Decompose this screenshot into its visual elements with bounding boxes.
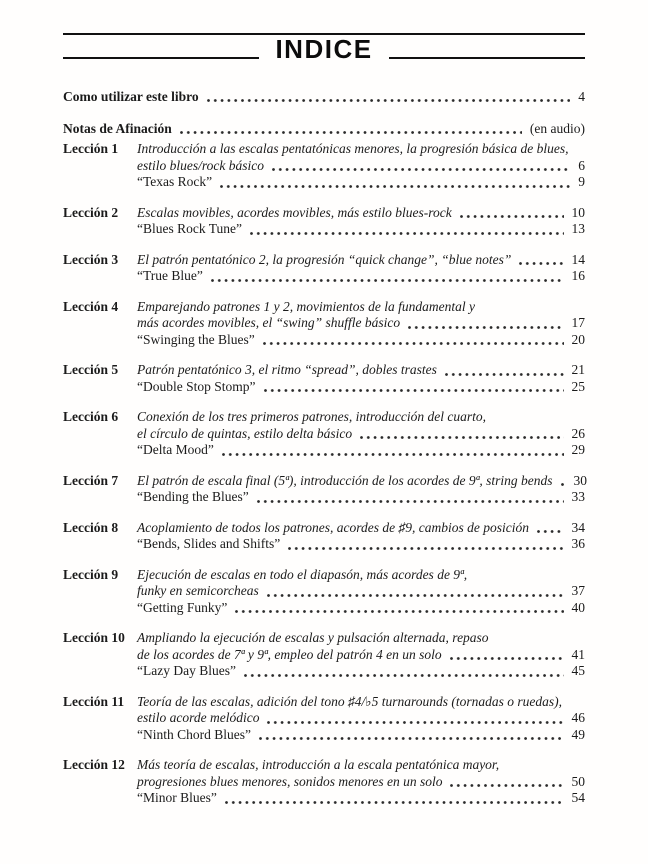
lesson-label: Lección 11: [63, 693, 125, 709]
lesson-content: [137, 299, 585, 349]
page-number: 16: [571, 268, 585, 283]
song-title: “Getting Funky”: [137, 599, 228, 615]
toc-line: [137, 520, 585, 537]
page-number: 40: [571, 599, 585, 615]
lesson-entry: [63, 472, 588, 506]
page-number: 17: [571, 315, 585, 330]
page-number: 50: [571, 773, 585, 789]
lesson-description-line: más acordes movibles, el “swing” shuffle básico: [137, 315, 401, 330]
toc-line: [137, 774, 585, 791]
lesson-description-line: Escalas movibles, acordes movibles, más estilo blues-rock: [137, 204, 452, 220]
page-number: 36: [571, 536, 585, 551]
lesson-description-line: funky en semicorcheas: [137, 583, 259, 598]
page-number: 49: [571, 726, 585, 742]
toc-line: [137, 252, 585, 269]
lesson-description-line: Ampliando la ejecución de escalas y pulsación alternada, repaso: [137, 630, 489, 645]
lesson-entry: [63, 409, 585, 459]
lesson-description-line: El patrón pentatónico 2, la progresión “quick change”, “blue notes”: [137, 251, 512, 267]
song-title: “Ninth Chord Blues”: [137, 726, 251, 742]
page-number: 13: [571, 221, 585, 236]
lesson-description-line: Más teoría de escalas, introducción a la escala pentatónica mayor,: [137, 757, 500, 772]
lesson-description-line: el círculo de quintas, estilo delta básico: [137, 425, 353, 441]
song-title: “Blues Rock Tune”: [137, 221, 243, 236]
lesson-entry: [63, 141, 585, 191]
lesson-entry: [63, 205, 585, 238]
title-row: [63, 36, 585, 63]
toc-line: [137, 442, 585, 459]
lesson-description-line: Emparejando patrones 1 y 2, movimientos de la fundamental y: [137, 298, 475, 314]
page-number: 41: [571, 646, 585, 662]
toc-line: [63, 120, 585, 137]
toc-line: [63, 88, 585, 105]
toc-line: [137, 315, 585, 332]
song-title: “Texas Rock”: [137, 174, 213, 189]
lesson-content: [137, 694, 585, 744]
page-number: 54: [571, 790, 585, 805]
page-number: 6: [578, 157, 585, 173]
lesson-entry: [63, 567, 585, 617]
page-number: 20: [571, 331, 585, 347]
song-title: “True Blue”: [137, 268, 203, 283]
page-number: 34: [571, 519, 585, 535]
page-title: INDICE: [259, 36, 388, 62]
lesson-description-line: Patrón pentatónico 3, el ritmo “spread”, dobles trastes: [137, 362, 437, 377]
lesson-label: Lección 6: [63, 409, 119, 424]
toc-line: [137, 379, 585, 396]
toc-line: [137, 472, 588, 490]
lesson-description-line: de los acordes de 7ª y 9ª, empleo del patrón 4 en un solo: [137, 646, 442, 662]
song-title: “Minor Blues”: [137, 790, 217, 805]
page-number: 4: [578, 89, 585, 104]
song-title: “Swinging the Blues”: [137, 331, 255, 347]
toc-line: [137, 332, 585, 349]
page-number: 29: [571, 442, 585, 457]
toc-line: [137, 663, 585, 680]
toc-line: [137, 426, 585, 443]
song-title: “Bending the Blues”: [137, 489, 249, 504]
toc-line: [137, 790, 585, 807]
lesson-entry: [63, 520, 585, 553]
lesson-label: Lección 7: [63, 472, 119, 488]
song-title: “Bends, Slides and Shifts”: [137, 536, 281, 551]
page-number: 21: [571, 362, 585, 377]
lesson-description-line: Teoría de las escalas, adición del tono ♯4/♭5 turnarounds (tornadas o ruedas),: [137, 693, 562, 709]
lesson-label: Lección 1: [63, 141, 119, 156]
toc-line: [137, 710, 585, 727]
front-matter-title: Notas de Afinación: [63, 121, 172, 136]
lesson-entry: [63, 299, 585, 349]
lesson-content: [137, 757, 585, 807]
lesson-content: [137, 252, 585, 285]
lesson-label: Lección 9: [63, 566, 119, 582]
page-number: 9: [578, 174, 585, 189]
lesson-entry: [63, 630, 585, 680]
front-matter-title: Como utilizar este libro: [63, 89, 199, 104]
lesson-description-line: Ejecución de escalas en todo el diapasón, más acordes de 9ª,: [137, 566, 468, 582]
lesson-entry: [63, 252, 585, 285]
lesson-description-line: Conexión de los tres primeros patrones, introducción del cuarto,: [137, 409, 486, 424]
lesson-content: [137, 472, 588, 506]
lesson-label: Lección 4: [63, 298, 119, 314]
toc-line: [137, 536, 585, 553]
lesson-entry: [63, 694, 585, 744]
page-number: 46: [571, 710, 585, 725]
page-number: (en audio): [529, 121, 585, 136]
lesson-content: [137, 567, 585, 617]
lesson-description-line: Acoplamiento de todos los patrones, acordes de ♯9, cambios de posición: [137, 519, 529, 535]
toc-line: [137, 362, 585, 379]
lesson-label: Lección 12: [63, 757, 125, 772]
lesson-content: [137, 630, 585, 680]
page-number: 25: [571, 378, 585, 394]
toc-line: [137, 158, 585, 175]
page-number: 30: [573, 472, 588, 488]
lesson-content: [137, 205, 585, 238]
page-number: 10: [571, 204, 585, 220]
page-number: 33: [571, 489, 585, 504]
lesson-description-line: El patrón de escala final (5ª), introducción de los acordes de 9ª, string bends: [137, 472, 553, 488]
page-number: 14: [571, 251, 585, 267]
lesson-entry: [63, 362, 585, 395]
song-title: “Delta Mood”: [137, 442, 214, 457]
front-matter-section: [63, 88, 585, 137]
lesson-label: Lección 5: [63, 362, 119, 377]
lesson-entry: [63, 757, 585, 807]
song-title: “Double Stop Stomp”: [137, 378, 256, 394]
toc-line: [137, 221, 585, 238]
page-number: 45: [571, 663, 585, 678]
toc-header: [63, 33, 585, 63]
toc-line: [137, 205, 585, 222]
toc-line: [137, 600, 585, 617]
lesson-label: Lección 10: [63, 630, 125, 645]
toc-line: [137, 489, 585, 506]
toc-line: [137, 174, 585, 191]
lesson-description-line: estilo acorde melódico: [137, 710, 260, 725]
lesson-content: [137, 362, 585, 395]
lesson-content: [137, 409, 585, 459]
lesson-label: Lección 8: [63, 519, 119, 535]
lesson-description-line: progresiones blues menores, sonidos menores en un solo: [137, 773, 443, 789]
page-number: 37: [571, 583, 585, 598]
lesson-content: [137, 520, 585, 553]
song-title: “Lazy Day Blues”: [137, 663, 236, 678]
toc-line: [137, 583, 585, 600]
lesson-description-line: Introducción a las escalas pentatónicas menores, la progresión básica de blues,: [137, 141, 569, 156]
toc-line: [137, 727, 585, 744]
toc-line: [137, 268, 585, 285]
toc-line: [137, 647, 585, 664]
lesson-description-line: estilo blues/rock básico: [137, 157, 264, 173]
lesson-label: Lección 2: [63, 204, 119, 220]
page-number: 26: [571, 425, 585, 441]
lessons-section: [63, 141, 588, 807]
lesson-content: [137, 141, 585, 191]
lesson-label: Lección 3: [63, 251, 119, 267]
